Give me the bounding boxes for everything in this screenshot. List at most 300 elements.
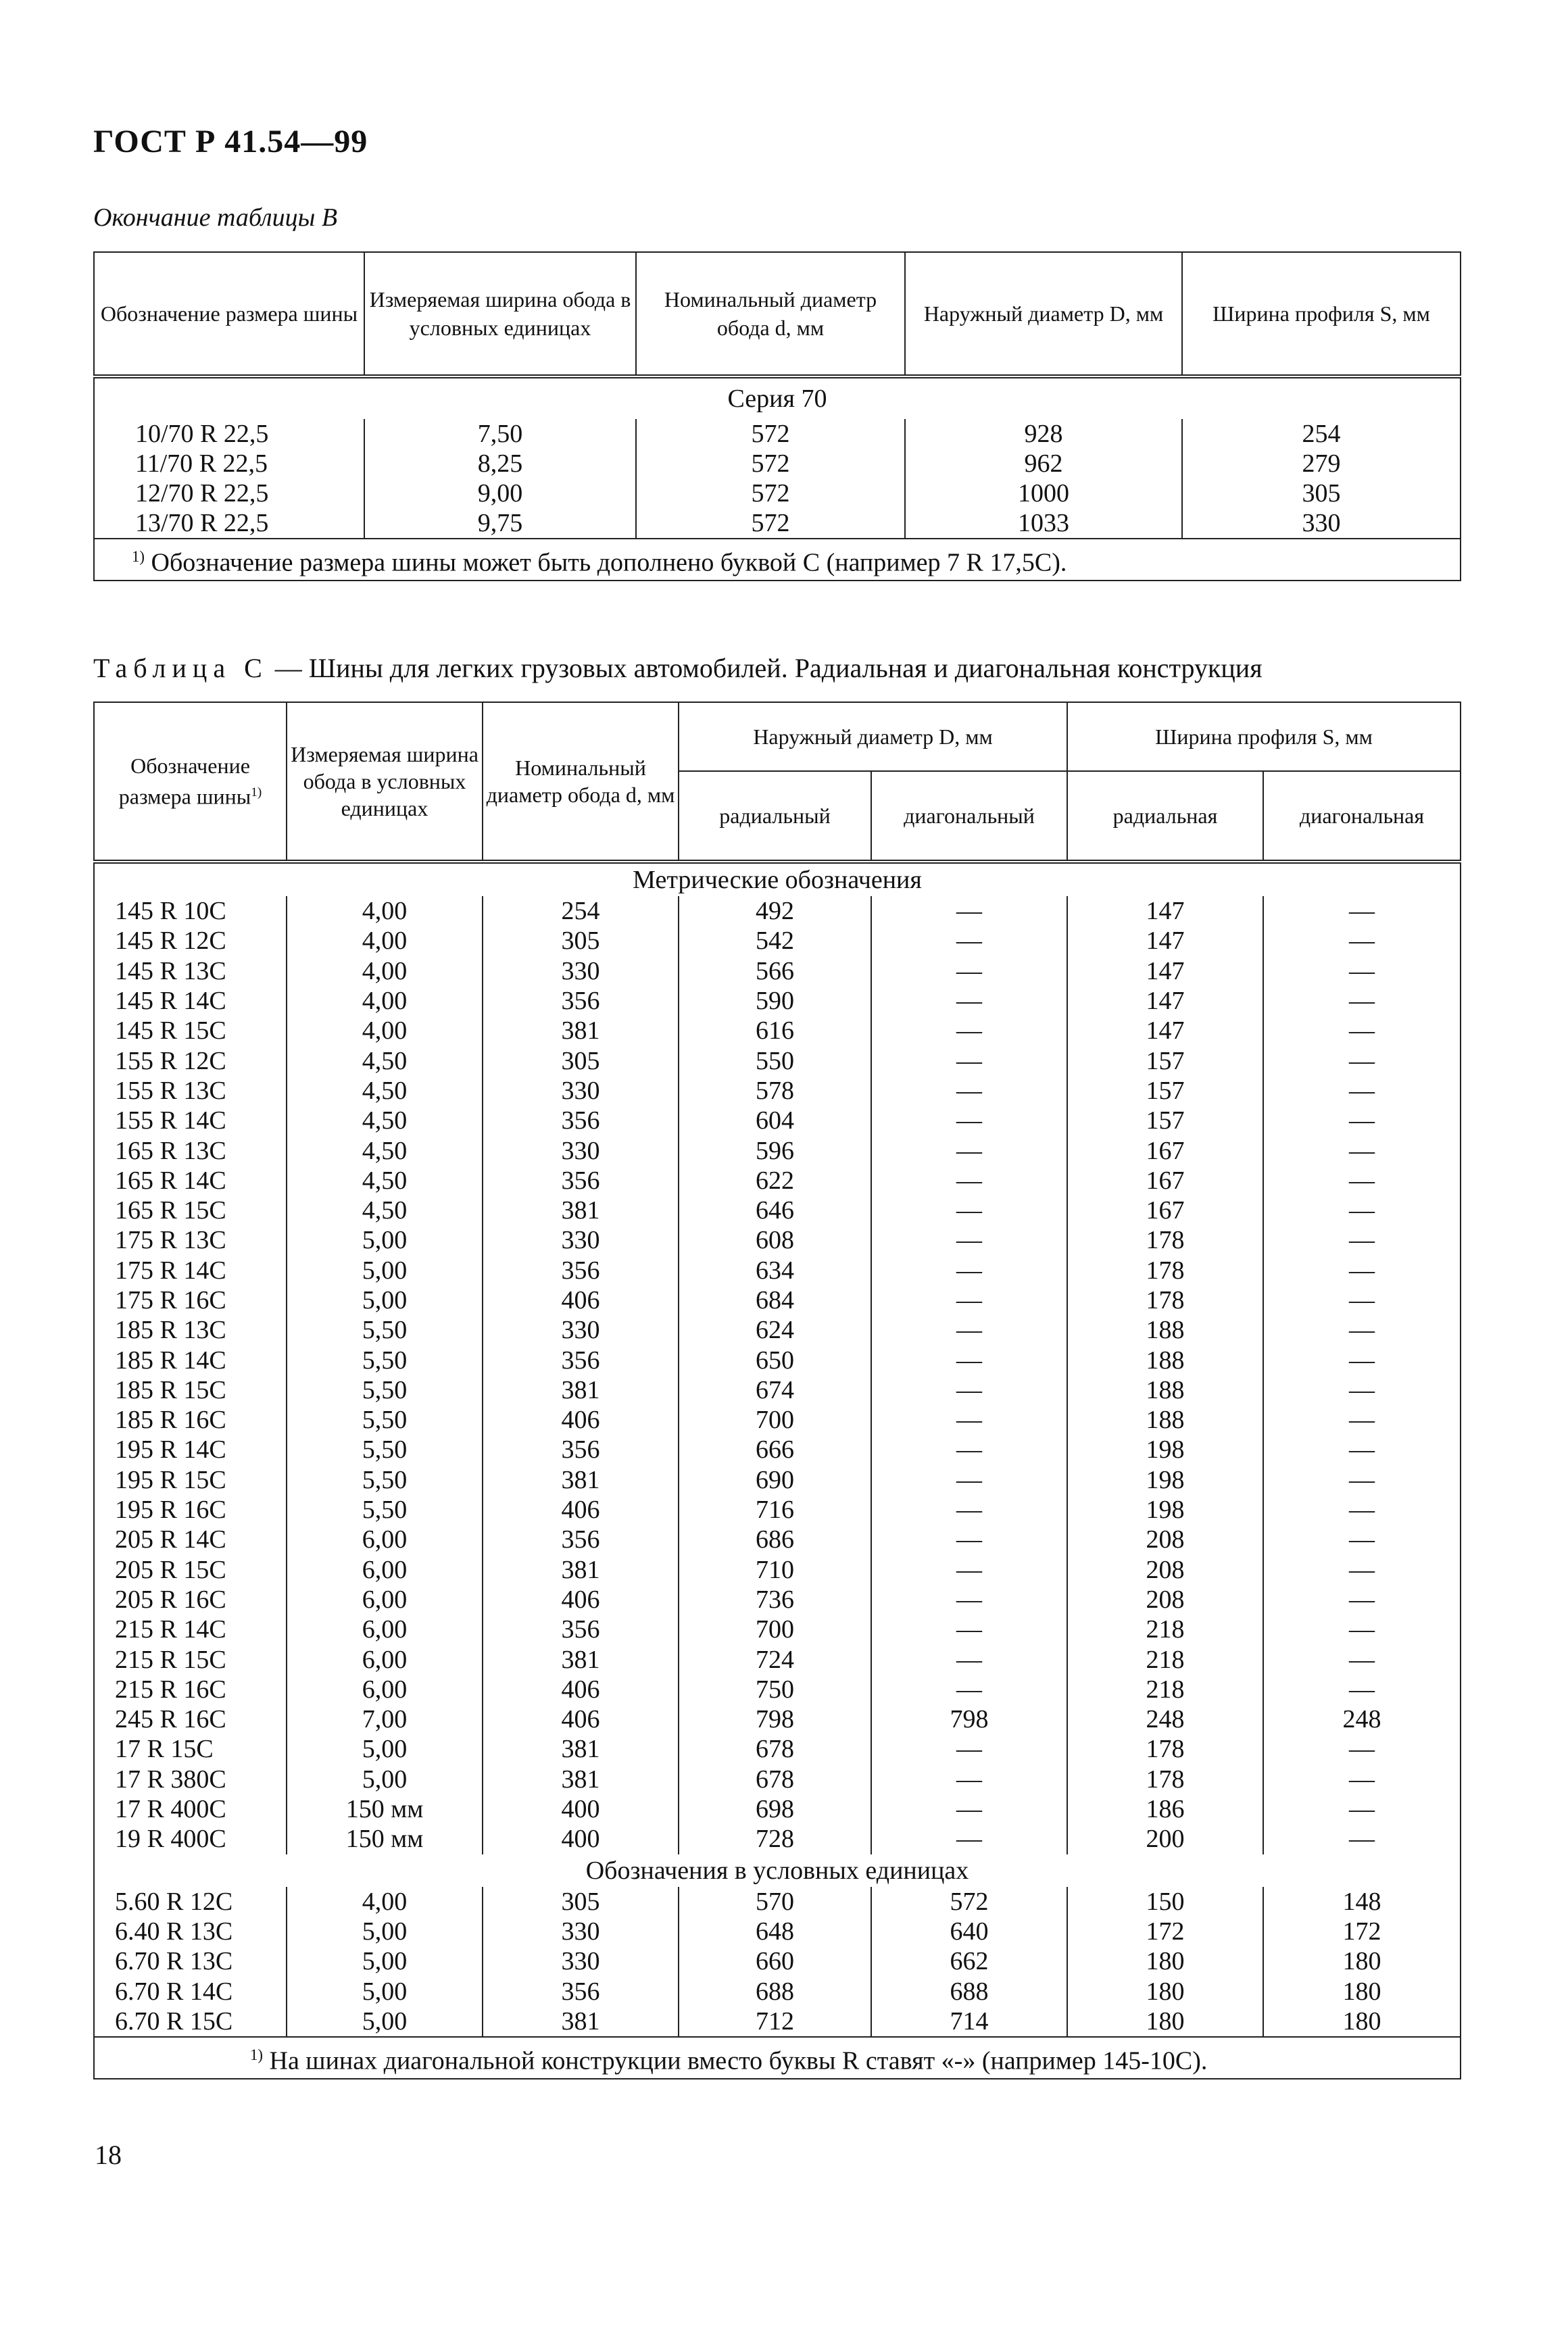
table-row [94, 508, 1461, 539]
table-cell: 198 [1067, 1465, 1263, 1495]
table-cell: 215 R 16C [94, 1675, 287, 1704]
table-cell: — [1263, 1644, 1461, 1674]
table-cell: — [871, 986, 1067, 1016]
col-header-rim-width: Измеряемая ширина обода в условных единицах [287, 702, 483, 862]
table-cell: — [1263, 1405, 1461, 1435]
table-cell: 700 [679, 1405, 871, 1435]
table-cell: — [871, 1076, 1067, 1106]
table-c [93, 701, 1461, 2079]
table-cell: 666 [679, 1435, 871, 1464]
table-cell: 566 [679, 956, 871, 986]
table-cell: — [1263, 1734, 1461, 1764]
table-cell: 572 [636, 508, 905, 539]
table-row [94, 1345, 1461, 1375]
table-cell: 406 [483, 1704, 679, 1734]
table-cell: — [871, 1495, 1067, 1525]
table-cell: 928 [905, 419, 1182, 449]
table-row [94, 1675, 1461, 1704]
table-cell: 188 [1067, 1315, 1263, 1345]
table-cell: 542 [679, 926, 871, 956]
table-cell: 381 [483, 1016, 679, 1045]
table-cell: — [871, 1225, 1067, 1255]
table-cell: 4,00 [287, 926, 483, 956]
table-cell: — [1263, 1106, 1461, 1135]
table-b-footnote: $^{1)}$ Обозначение размера шины может быть дополнено буквой С (например 7 R 17,5С). [94, 539, 1461, 581]
table-cell: 145 R 12C [94, 926, 287, 956]
table-cell: 178 [1067, 1285, 1263, 1315]
table-row [94, 1285, 1461, 1315]
table-cell: 4,00 [287, 1016, 483, 1045]
table-cell: 572 [636, 419, 905, 449]
table-cell: 180 [1067, 1976, 1263, 2006]
table-cell: 678 [679, 1734, 871, 1764]
table-cell: 188 [1067, 1375, 1263, 1405]
table-cell: 17 R 400C [94, 1794, 287, 1824]
table-cell: — [1263, 1196, 1461, 1225]
table-cell: 145 R 14C [94, 986, 287, 1016]
col-header-profile-radial: радиальная [1067, 771, 1263, 862]
table-cell: 248 [1263, 1704, 1461, 1734]
section-conventional [94, 1854, 1461, 1887]
table-cell: 205 R 14C [94, 1525, 287, 1554]
table-cell: 185 R 15C [94, 1375, 287, 1405]
table-row [94, 1794, 1461, 1824]
table-cell: 4,50 [287, 1166, 483, 1196]
table-cell: — [871, 1135, 1067, 1165]
table-cell: 147 [1067, 926, 1263, 956]
table-cell: 215 R 15C [94, 1644, 287, 1674]
table-row [94, 1256, 1461, 1285]
table-cell: 147 [1067, 1016, 1263, 1045]
table-cell: — [871, 956, 1067, 986]
col-header-outer-diameter: Наружный диаметр D, мм [905, 252, 1182, 376]
table-cell: 195 R 16C [94, 1495, 287, 1525]
table-cell: 604 [679, 1106, 871, 1135]
table-cell: 381 [483, 1765, 679, 1794]
table-cell: 750 [679, 1675, 871, 1704]
table-cell: 11/70 R 22,5 [94, 449, 364, 478]
table-cell: 4,00 [287, 986, 483, 1016]
table-cell: 215 R 14C [94, 1615, 287, 1644]
col-header-profile-diagonal: диагональная [1263, 771, 1461, 862]
table-cell: — [1263, 1045, 1461, 1075]
table-cell: — [871, 1375, 1067, 1405]
table-cell: — [1263, 1675, 1461, 1704]
table-cell: 1000 [905, 478, 1182, 508]
table-cell: 180 [1067, 2006, 1263, 2037]
table-row [94, 1196, 1461, 1225]
table-cell: 180 [1067, 1946, 1263, 1976]
col-header-rim-diameter: Номинальный диаметр обода d, мм [636, 252, 905, 376]
table-cell: 6.70 R 15C [94, 2006, 287, 2037]
table-cell: — [871, 1315, 1067, 1345]
table-cell: 5,50 [287, 1375, 483, 1405]
table-row [94, 1824, 1461, 1854]
table-cell: — [1263, 956, 1461, 986]
table-c-footnote: $^{1)}$ На шинах диагональной конструкции вместо буквы R ставят «-» (например 145-10С). [94, 2037, 1461, 2079]
table-cell: 205 R 16C [94, 1585, 287, 1615]
table-cell: 962 [905, 449, 1182, 478]
table-cell: 198 [1067, 1435, 1263, 1464]
table-row [94, 926, 1461, 956]
col-header-rim-diameter: Номинальный диаметр обода d, мм [483, 702, 679, 862]
table-cell: — [1263, 1465, 1461, 1495]
table-cell: 9,00 [364, 478, 636, 508]
col-header-outer-radial: радиальный [679, 771, 871, 862]
table-cell: 5.60 R 12C [94, 1887, 287, 1917]
table-cell: — [871, 1585, 1067, 1615]
table-cell: 622 [679, 1166, 871, 1196]
table-cell: 167 [1067, 1166, 1263, 1196]
table-cell: 6,00 [287, 1644, 483, 1674]
table-cell: 12/70 R 22,5 [94, 478, 364, 508]
table-cell: — [1263, 1225, 1461, 1255]
table-row [94, 1555, 1461, 1585]
table-cell: 700 [679, 1615, 871, 1644]
table-row [94, 1405, 1461, 1435]
table-cell: 205 R 15C [94, 1555, 287, 1585]
col-header-outer-diameter: Наружный диаметр D, мм [679, 702, 1067, 771]
table-cell: 596 [679, 1135, 871, 1165]
table-cell: 330 [483, 1315, 679, 1345]
table-cell: 5,00 [287, 1765, 483, 1794]
table-row [94, 986, 1461, 1016]
table-cell: 330 [483, 1135, 679, 1165]
section-metric [94, 862, 1461, 896]
table-cell: — [871, 1824, 1067, 1854]
table-cell: 330 [483, 1946, 679, 1976]
table-cell: 5,00 [287, 1917, 483, 1946]
table-cell: 145 R 13C [94, 956, 287, 986]
table-cell: 195 R 14C [94, 1435, 287, 1464]
table-row [94, 1435, 1461, 1464]
table-cell: 4,00 [287, 956, 483, 986]
table-row [94, 419, 1461, 449]
table-cell: 180 [1263, 2006, 1461, 2037]
table-cell: 716 [679, 1495, 871, 1525]
table-footnote-row [94, 539, 1461, 581]
table-cell: — [871, 896, 1067, 926]
table-cell: 356 [483, 1345, 679, 1375]
table-cell: 5,00 [287, 1734, 483, 1764]
table-cell: — [871, 1765, 1067, 1794]
table-row [94, 1704, 1461, 1734]
table-cell: 684 [679, 1285, 871, 1315]
table-cell: 572 [636, 449, 905, 478]
table-cell: 4,50 [287, 1045, 483, 1075]
table-cell: 254 [1182, 419, 1461, 449]
table-cell: 175 R 13C [94, 1225, 287, 1255]
table-cell: 305 [483, 1045, 679, 1075]
table-cell: 6,00 [287, 1555, 483, 1585]
table-cell: 686 [679, 1525, 871, 1554]
table-cell: — [871, 1106, 1067, 1135]
table-cell: 330 [483, 1917, 679, 1946]
table-cell: 6.70 R 14C [94, 1976, 287, 2006]
table-cell: 646 [679, 1196, 871, 1225]
table-cell: 381 [483, 1555, 679, 1585]
table-cell: 218 [1067, 1644, 1263, 1674]
table-row [94, 1135, 1461, 1165]
table-cell: 698 [679, 1794, 871, 1824]
table-cell: 381 [483, 1644, 679, 1674]
table-cell: 6.40 R 13C [94, 1917, 287, 1946]
table-cell: 662 [871, 1946, 1067, 1976]
table-cell: 147 [1067, 986, 1263, 1016]
table-cell: 172 [1263, 1917, 1461, 1946]
table-b [93, 251, 1461, 581]
table-cell: 248 [1067, 1704, 1263, 1734]
table-cell: 198 [1067, 1495, 1263, 1525]
table-row [94, 1315, 1461, 1345]
table-cell: — [871, 1794, 1067, 1824]
table-row [94, 478, 1461, 508]
table-cell: 406 [483, 1405, 679, 1435]
table-cell: 147 [1067, 896, 1263, 926]
table-footnote-row [94, 2037, 1461, 2079]
table-cell: 688 [871, 1976, 1067, 2006]
table-cell: 8,25 [364, 449, 636, 478]
table-cell: 5,00 [287, 1256, 483, 1285]
table-cell: 381 [483, 2006, 679, 2037]
table-cell: 608 [679, 1225, 871, 1255]
table-cell: 254 [483, 896, 679, 926]
table-cell: 678 [679, 1765, 871, 1794]
table-cell: 17 R 15C [94, 1734, 287, 1764]
table-cell: — [871, 1405, 1067, 1435]
table-cell: 6.70 R 13C [94, 1946, 287, 1976]
table-cell: 218 [1067, 1615, 1263, 1644]
table-cell: — [1263, 1285, 1461, 1315]
table-cell: 406 [483, 1495, 679, 1525]
table-cell: — [871, 1615, 1067, 1644]
table-row [94, 1917, 1461, 1946]
table-cell: — [871, 1016, 1067, 1045]
table-cell: 147 [1067, 956, 1263, 986]
table-cell: 714 [871, 2006, 1067, 2037]
table-cell: 10/70 R 22,5 [94, 419, 364, 449]
table-cell: — [1263, 1435, 1461, 1464]
table-cell: 798 [679, 1704, 871, 1734]
table-cell: 356 [483, 1435, 679, 1464]
table-cell: 208 [1067, 1555, 1263, 1585]
table-cell: 195 R 15C [94, 1465, 287, 1495]
table-cell: 157 [1067, 1076, 1263, 1106]
table-cell: 5,50 [287, 1345, 483, 1375]
table-cell: — [871, 926, 1067, 956]
table-cell: 330 [1182, 508, 1461, 539]
table-cell: 208 [1067, 1585, 1263, 1615]
table-cell: — [1263, 1555, 1461, 1585]
col-header-size: Обозначение размера шины [94, 252, 364, 376]
table-cell: 157 [1067, 1045, 1263, 1075]
table-row [94, 449, 1461, 478]
table-cell: 6,00 [287, 1585, 483, 1615]
table-cell: 330 [483, 956, 679, 986]
table-row [94, 1076, 1461, 1106]
table-cell: — [1263, 1076, 1461, 1106]
table-cell: 590 [679, 986, 871, 1016]
table-cell: 4,00 [287, 1887, 483, 1917]
table-cell: 180 [1263, 1976, 1461, 2006]
table-cell: 305 [483, 926, 679, 956]
col-header-rim-width: Измеряемая ширина обода в условных единицах [364, 252, 636, 376]
table-cell: 356 [483, 1166, 679, 1196]
table-cell: 381 [483, 1465, 679, 1495]
page-number: 18 [95, 2140, 122, 2170]
table-row [94, 1976, 1461, 2006]
table-cell: 5,50 [287, 1315, 483, 1345]
table-cell: — [871, 1345, 1067, 1375]
table-cell: 400 [483, 1794, 679, 1824]
table-cell: — [871, 1166, 1067, 1196]
table-cell: — [871, 1285, 1067, 1315]
table-cell: 7,00 [287, 1704, 483, 1734]
table-row [94, 1734, 1461, 1764]
table-cell: 4,50 [287, 1135, 483, 1165]
table-cell: 218 [1067, 1675, 1263, 1704]
table-cell: — [871, 1435, 1067, 1464]
table-cell: 650 [679, 1345, 871, 1375]
table-cell: — [1263, 1585, 1461, 1615]
table-cell: 150 мм [287, 1824, 483, 1854]
table-cell: 710 [679, 1555, 871, 1585]
table-cell: — [871, 1465, 1067, 1495]
table-cell: 188 [1067, 1345, 1263, 1375]
table-b-caption: Окончание таблицы B [93, 203, 338, 232]
table-cell: — [1263, 1135, 1461, 1165]
table-cell: 356 [483, 1976, 679, 2006]
table-cell: — [1263, 1525, 1461, 1554]
table-cell: 167 [1067, 1135, 1263, 1165]
table-row [94, 1375, 1461, 1405]
table-row [94, 1225, 1461, 1255]
table-cell: 660 [679, 1946, 871, 1976]
table-cell: 165 R 13C [94, 1135, 287, 1165]
table-cell: 356 [483, 1106, 679, 1135]
table-cell: — [1263, 896, 1461, 926]
table-cell: — [1263, 986, 1461, 1016]
table-cell: 356 [483, 986, 679, 1016]
table-row [94, 1644, 1461, 1674]
table-cell: 6,00 [287, 1525, 483, 1554]
table-cell: — [871, 1734, 1067, 1764]
table-cell: 19 R 400C [94, 1824, 287, 1854]
table-cell: 208 [1067, 1525, 1263, 1554]
table-cell: 550 [679, 1045, 871, 1075]
table-cell: 13/70 R 22,5 [94, 508, 364, 539]
table-cell: 1033 [905, 508, 1182, 539]
table-cell: 9,75 [364, 508, 636, 539]
table-row [94, 1946, 1461, 1976]
table-cell: 178 [1067, 1765, 1263, 1794]
table-cell: 188 [1067, 1405, 1263, 1435]
table-cell: 674 [679, 1375, 871, 1405]
table-cell: 4,50 [287, 1106, 483, 1135]
table-cell: 728 [679, 1824, 871, 1854]
table-cell: 724 [679, 1644, 871, 1674]
table-c-caption [93, 652, 1263, 684]
table-cell: 5,00 [287, 1285, 483, 1315]
table-cell: 356 [483, 1525, 679, 1554]
section-metric-label: Метрические обозначения [94, 862, 1461, 896]
table-cell: — [1263, 1794, 1461, 1824]
table-cell: 381 [483, 1196, 679, 1225]
table-cell: 155 R 14C [94, 1106, 287, 1135]
table-cell: 305 [483, 1887, 679, 1917]
table-cell: 185 R 16C [94, 1405, 287, 1435]
table-cell: 178 [1067, 1256, 1263, 1285]
table-row [94, 1016, 1461, 1045]
table-row [94, 1887, 1461, 1917]
table-cell: 616 [679, 1016, 871, 1045]
table-row [94, 1465, 1461, 1495]
table-cell: 578 [679, 1076, 871, 1106]
table-cell: 145 R 10C [94, 896, 287, 926]
table-cell: — [1263, 1824, 1461, 1854]
table-row [94, 1525, 1461, 1554]
table-cell: 150 [1067, 1887, 1263, 1917]
table-cell: 4,00 [287, 896, 483, 926]
table-cell: 356 [483, 1256, 679, 1285]
table-cell: 400 [483, 1824, 679, 1854]
table-cell: 572 [636, 478, 905, 508]
table-row [94, 956, 1461, 986]
table-cell: 5,50 [287, 1495, 483, 1525]
table-cell: 155 R 12C [94, 1045, 287, 1075]
table-cell: — [1263, 1375, 1461, 1405]
table-cell: 175 R 14C [94, 1256, 287, 1285]
col-header-size: Обозначение размера шины$^{1)}$ [94, 702, 287, 862]
table-cell: 145 R 15C [94, 1016, 287, 1045]
table-row [94, 2006, 1461, 2037]
table-cell: 5,50 [287, 1435, 483, 1464]
document-code: ГОСТ Р 41.54—99 [93, 124, 368, 159]
table-cell: 17 R 380C [94, 1765, 287, 1794]
table-cell: 356 [483, 1615, 679, 1644]
table-cell: 172 [1067, 1917, 1263, 1946]
table-row [94, 1166, 1461, 1196]
table-row [94, 1495, 1461, 1525]
table-cell: 5,50 [287, 1405, 483, 1435]
table-cell: 6,00 [287, 1675, 483, 1704]
table-row [94, 1615, 1461, 1644]
table-cell: 712 [679, 2006, 871, 2037]
table-cell: — [871, 1525, 1067, 1554]
table-cell: — [1263, 1495, 1461, 1525]
table-cell: 279 [1182, 449, 1461, 478]
table-cell: — [1263, 1256, 1461, 1285]
table-c-caption-text: — Шины для легких грузовых автомобилей. Радиальная и диагональная конструкция [274, 653, 1263, 683]
table-cell: — [871, 1196, 1067, 1225]
table-cell: 150 мм [287, 1794, 483, 1824]
table-cell: — [1263, 1765, 1461, 1794]
table-c-caption-prefix: Таблица С [93, 653, 268, 683]
table-cell: 736 [679, 1585, 871, 1615]
col-header-outer-diagonal: диагональный [871, 771, 1067, 862]
table-cell: 165 R 14C [94, 1166, 287, 1196]
table-cell: 178 [1067, 1734, 1263, 1764]
table-cell: — [1263, 1315, 1461, 1345]
table-row [94, 1045, 1461, 1075]
table-row [94, 1585, 1461, 1615]
table-cell: 648 [679, 1917, 871, 1946]
table-cell: 406 [483, 1285, 679, 1315]
table-cell: 167 [1067, 1196, 1263, 1225]
table-row [94, 1765, 1461, 1794]
table-cell: 5,00 [287, 2006, 483, 2037]
section-conventional-label: Обозначения в условных единицах [94, 1854, 1461, 1887]
